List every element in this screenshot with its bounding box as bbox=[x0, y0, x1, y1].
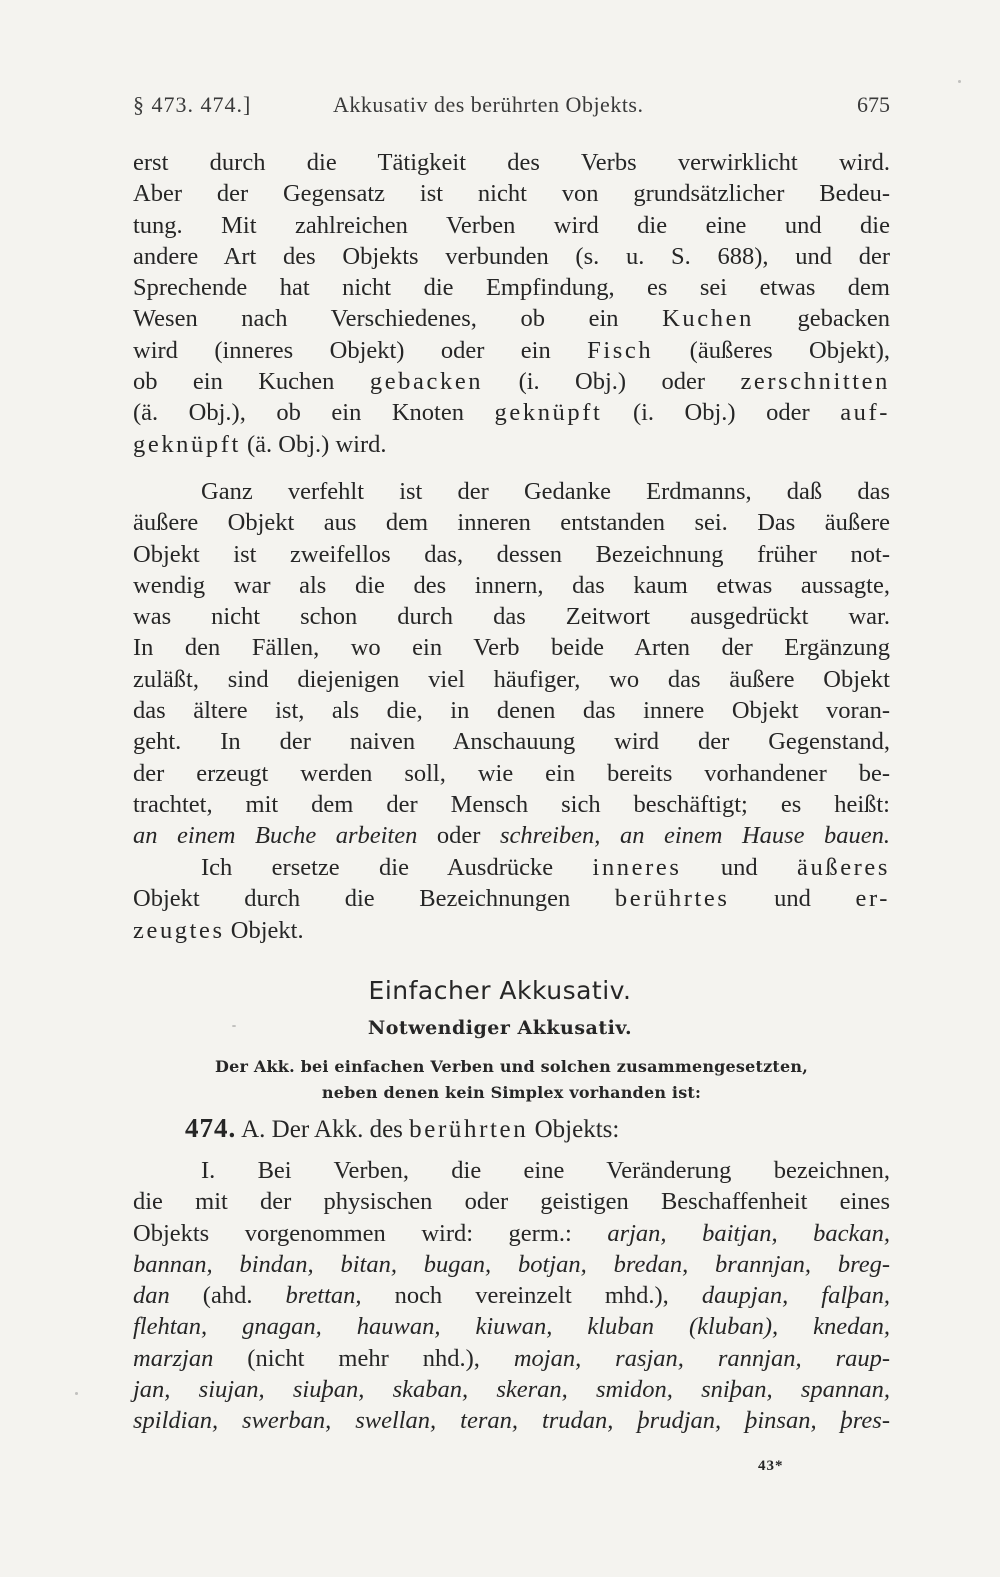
text-line: (ä. Obj.), ob ein Knoten geknüpft (i. Obj.) oder auf- bbox=[133, 399, 891, 427]
paper-speck bbox=[75, 1392, 78, 1395]
section-number: 474. bbox=[185, 1113, 237, 1143]
text-line: Objekt ist zweifellos das, dessen Bezeichnung früher not- bbox=[133, 540, 890, 568]
text-line: erst durch die Tätigkeit des Verbs verwirklicht wird. bbox=[133, 149, 890, 176]
text-line: tung. Mit zahlreichen Verben wird die eine und die bbox=[133, 211, 890, 239]
text-line: flehtan, gnagan, hauwan, kiuwan, kluban (kluban), knedan, bbox=[133, 1313, 890, 1341]
text-line: I. Bei Verben, die eine Veränderung bezeichnen, bbox=[201, 1157, 890, 1184]
paper-speck bbox=[958, 80, 961, 83]
page-number: 675 bbox=[857, 92, 890, 117]
paragraph-1 bbox=[133, 147, 890, 460]
heading-notwendiger-akkusativ: Notwendiger Akkusativ. bbox=[367, 1017, 633, 1039]
text-line: jan, siujan, siuþan, skaban, skeran, smidon, sniþan, spannan, bbox=[133, 1376, 890, 1404]
text-line: Objekt durch die Bezeichnungen berührtes und er- bbox=[133, 885, 890, 913]
subheading-line: Der Akk. bei einfachen Verben und solchen zusammengesetzten, bbox=[215, 1057, 808, 1076]
text-line: das ältere ist, als die, in denen das innere Objekt voran- bbox=[133, 697, 890, 725]
paragraph-2 bbox=[133, 476, 890, 852]
running-header bbox=[133, 92, 890, 126]
paragraph-3 bbox=[133, 852, 890, 946]
text-line: zeugtes Objekt. bbox=[133, 916, 304, 944]
section-spaced-word: berührten bbox=[409, 1116, 529, 1143]
text-line: wird (inneres Objekt) oder ein Fisch (äußeres Objekt), bbox=[133, 336, 890, 364]
text-line: In den Fällen, wo ein Verb beide Arten der Ergänzung bbox=[133, 634, 890, 662]
heading-einfacher-akkusativ: Einfacher Akkusativ. bbox=[368, 976, 632, 1005]
section-text: Objekts: bbox=[534, 1116, 620, 1143]
text-line: Wesen nach Verschiedenes, ob ein Kuchen gebacken bbox=[133, 305, 891, 333]
text-line: was nicht schon durch das Zeitwort ausgedrückt war. bbox=[133, 603, 890, 631]
text-line: die mit der physischen oder geistigen Beschaffenheit eines bbox=[133, 1188, 890, 1216]
signature-mark: 43* bbox=[758, 1458, 784, 1474]
text-line: Objekts vorgenommen wird: germ.: arjan, baitjan, backan, bbox=[133, 1219, 891, 1247]
text-line: marzjan (nicht mehr nhd.), mojan, rasjan, rannjan, raup- bbox=[133, 1344, 891, 1372]
text-line: Sprechende hat nicht die Empfindung, es sei etwas dem bbox=[133, 274, 890, 302]
section-474-title bbox=[133, 1113, 890, 1144]
text-line: Aber der Gegensatz ist nicht von grundsätzlicher Bedeu- bbox=[133, 180, 890, 208]
paragraph-4 bbox=[133, 1155, 890, 1437]
text-line: geht. In der naiven Anschauung wird der Gegenstand, bbox=[133, 728, 890, 756]
paper-speck bbox=[232, 1025, 236, 1027]
section-text: A. Der Akk. des bbox=[241, 1116, 403, 1143]
text-line: zuläßt, sind diejenigen viel häufiger, wo das äußere Objekt bbox=[133, 665, 890, 693]
text-line: äußere Objekt aus dem inneren entstanden sei. Das äußere bbox=[133, 509, 890, 537]
section-reference: § 473. 474.] bbox=[133, 92, 252, 117]
text-line: trachtet, mit dem der Mensch sich beschäftigt; es heißt: bbox=[133, 790, 890, 818]
text-line: Ganz verfehlt ist der Gedanke Erdmanns, daß das bbox=[201, 478, 890, 505]
subheading-line: neben denen kein Simplex vorhanden ist: bbox=[321, 1083, 702, 1102]
text-line: andere Art des Objekts verbunden (s. u. S. 688), und der bbox=[133, 242, 890, 270]
text-line: bannan, bindan, bitan, bugan, botjan, bredan, brannjan, breg- bbox=[133, 1250, 890, 1278]
text-line: dan (ahd. brettan, noch vereinzelt mhd.), daupjan, falþan, bbox=[133, 1282, 891, 1310]
text-line: geknüpft (ä. Obj.) wird. bbox=[133, 430, 387, 458]
text-line: spildian, swerban, swellan, teran, trudan, þrudjan, þinsan, þres- bbox=[133, 1407, 890, 1435]
subheading bbox=[133, 1054, 890, 1106]
text-line: Ich ersetze die Ausdrücke inneres und äußeres bbox=[201, 854, 891, 881]
text-line: an einem Buche arbeiten oder schreiben, an einem Hause bauen. bbox=[133, 822, 891, 850]
text-line: wendig war als die des innern, das kaum etwas aussagte, bbox=[133, 571, 890, 599]
text-line: der erzeugt werden soll, wie ein bereits vorhandener be- bbox=[133, 759, 890, 787]
text-line: ob ein Kuchen gebacken (i. Obj.) oder zerschnitten bbox=[133, 368, 890, 396]
running-title: Akkusativ des berührten Objekts. bbox=[333, 92, 644, 117]
